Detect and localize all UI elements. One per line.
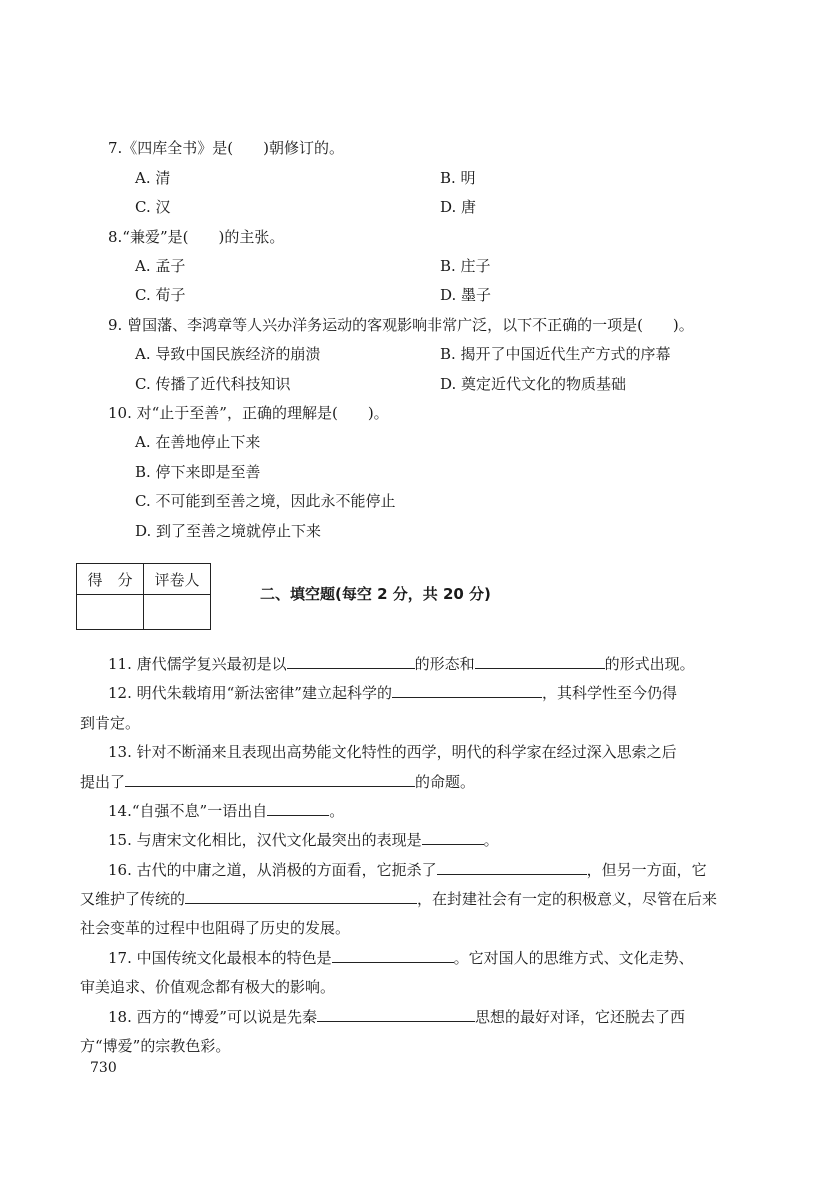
question-17-part-1: 17. 中国传统文化最根本的特色是: [108, 949, 332, 967]
question-12: [108, 682, 677, 703]
question-8-option-d: D. 墨子: [440, 286, 492, 304]
question-16-part-4: ，在封建社会有一定的积极意义，尽管在后来: [417, 890, 718, 908]
answer-blank: [437, 860, 587, 875]
question-14: [108, 800, 344, 821]
question-9-option-d: D. 奠定近代文化的物质基础: [440, 375, 627, 393]
question-10-option-d: D. 到了至善之境就停止下来: [135, 522, 322, 540]
question-7-option-a: A. 清: [135, 169, 171, 187]
question-7-option-b: B. 明: [440, 169, 476, 187]
answer-blank: [317, 1007, 475, 1022]
answer-blank: [332, 948, 454, 963]
question-17-line-1: [108, 947, 694, 968]
question-10-option-c: C. 不可能到至善之境，因此永不能停止: [135, 492, 396, 510]
question-8-option-b: B. 庄子: [440, 257, 491, 275]
answer-blank: [475, 654, 605, 669]
question-11-part-2: 的形态和: [414, 655, 475, 673]
question-18-line-1: [108, 1006, 685, 1027]
score-cell: [77, 595, 144, 630]
question-9-option-b: B. 揭开了中国近代生产方式的序幕: [440, 345, 671, 363]
answer-blank: [422, 830, 484, 845]
question-15-part-1: 15. 与唐宋文化相比，汉代文化最突出的表现是: [108, 831, 422, 849]
question-16-part-1: 16. 古代的中庸之道，从消极的方面看，它扼杀了: [108, 861, 437, 879]
score-header: 得 分: [77, 564, 144, 595]
page-number: 730: [90, 1060, 117, 1076]
answer-blank: [392, 683, 542, 698]
question-17-line-2: 审美追求、价值观念都有极大的影响。: [80, 978, 336, 996]
question-9-stem: 9. 曾国藩、李鸿章等人兴办洋务运动的客观影响非常广泛，以下不正确的一项是( )。: [108, 316, 694, 334]
question-11-part-1: 11. 唐代儒学复兴最初是以: [108, 655, 287, 673]
question-16-line-2: [80, 888, 717, 909]
question-8-option-a: A. 孟子: [135, 257, 186, 275]
question-10-stem: 10. 对“止于至善”，正确的理解是( )。: [108, 404, 389, 422]
question-13-part-3: 的命题。: [415, 773, 476, 791]
question-13-part-1: 13. 针对不断涌来且表现出高势能文化特性的西学，明代的科学家在经过深入思索之后: [108, 743, 677, 761]
question-13-line-2: [80, 771, 475, 792]
question-12-continuation: 到肯定。: [80, 714, 141, 732]
question-15: [108, 829, 499, 850]
question-10-option-b: B. 停下来即是至善: [135, 463, 261, 481]
question-7-stem: 7.《四库全书》是( )朝修订的。: [108, 139, 345, 157]
question-18-line-2: 方“博爱”的宗教色彩。: [80, 1037, 231, 1055]
score-table: [76, 563, 211, 630]
question-16-line-3: 社会变革的过程中也阻碍了历史的发展。: [80, 919, 351, 937]
question-18-part-1: 18. 西方的“博爱”可以说是先秦: [108, 1008, 317, 1026]
answer-blank: [287, 654, 415, 669]
answer-blank: [125, 772, 415, 787]
question-8-option-c: C. 荀子: [135, 286, 186, 304]
question-14-part-2: 。: [329, 802, 345, 820]
question-13-part-2: 提出了: [80, 773, 126, 791]
question-7-option-c: C. 汉: [135, 198, 171, 216]
question-17-part-2: 。它对国人的思维方式、文化走势、: [453, 949, 694, 967]
question-16-line-1: [108, 859, 707, 880]
question-12-part-1: 12. 明代朱载堉用“新法密律”建立起科学的: [108, 684, 392, 702]
question-9-option-c: C. 传播了近代科技知识: [135, 375, 291, 393]
question-11-part-3: 的形式出现。: [604, 655, 695, 673]
question-8-stem: 8.“兼爱”是( )的主张。: [108, 228, 285, 246]
answer-blank: [267, 801, 329, 816]
section-title: 二、填空题(每空 2 分，共 20 分): [260, 585, 491, 603]
question-16-part-3: 又维护了传统的: [80, 890, 186, 908]
question-15-part-2: 。: [483, 831, 499, 849]
question-10-option-a: A. 在善地停止下来: [135, 433, 261, 451]
question-11: [108, 653, 695, 674]
answer-blank: [185, 889, 417, 904]
question-14-part-1: 14.“自强不息”一语出自: [108, 802, 268, 820]
question-16-part-2: ，但另一方面，它: [586, 861, 707, 879]
question-9-option-a: A. 导致中国民族经济的崩溃: [135, 345, 321, 363]
question-18-part-2: 思想的最好对译，它还脱去了西: [474, 1008, 685, 1026]
grader-header: 评卷人: [144, 564, 211, 595]
question-7-option-d: D. 唐: [440, 198, 477, 216]
grader-cell: [144, 595, 211, 630]
question-12-part-2: ，其科学性至今仍得: [541, 684, 677, 702]
